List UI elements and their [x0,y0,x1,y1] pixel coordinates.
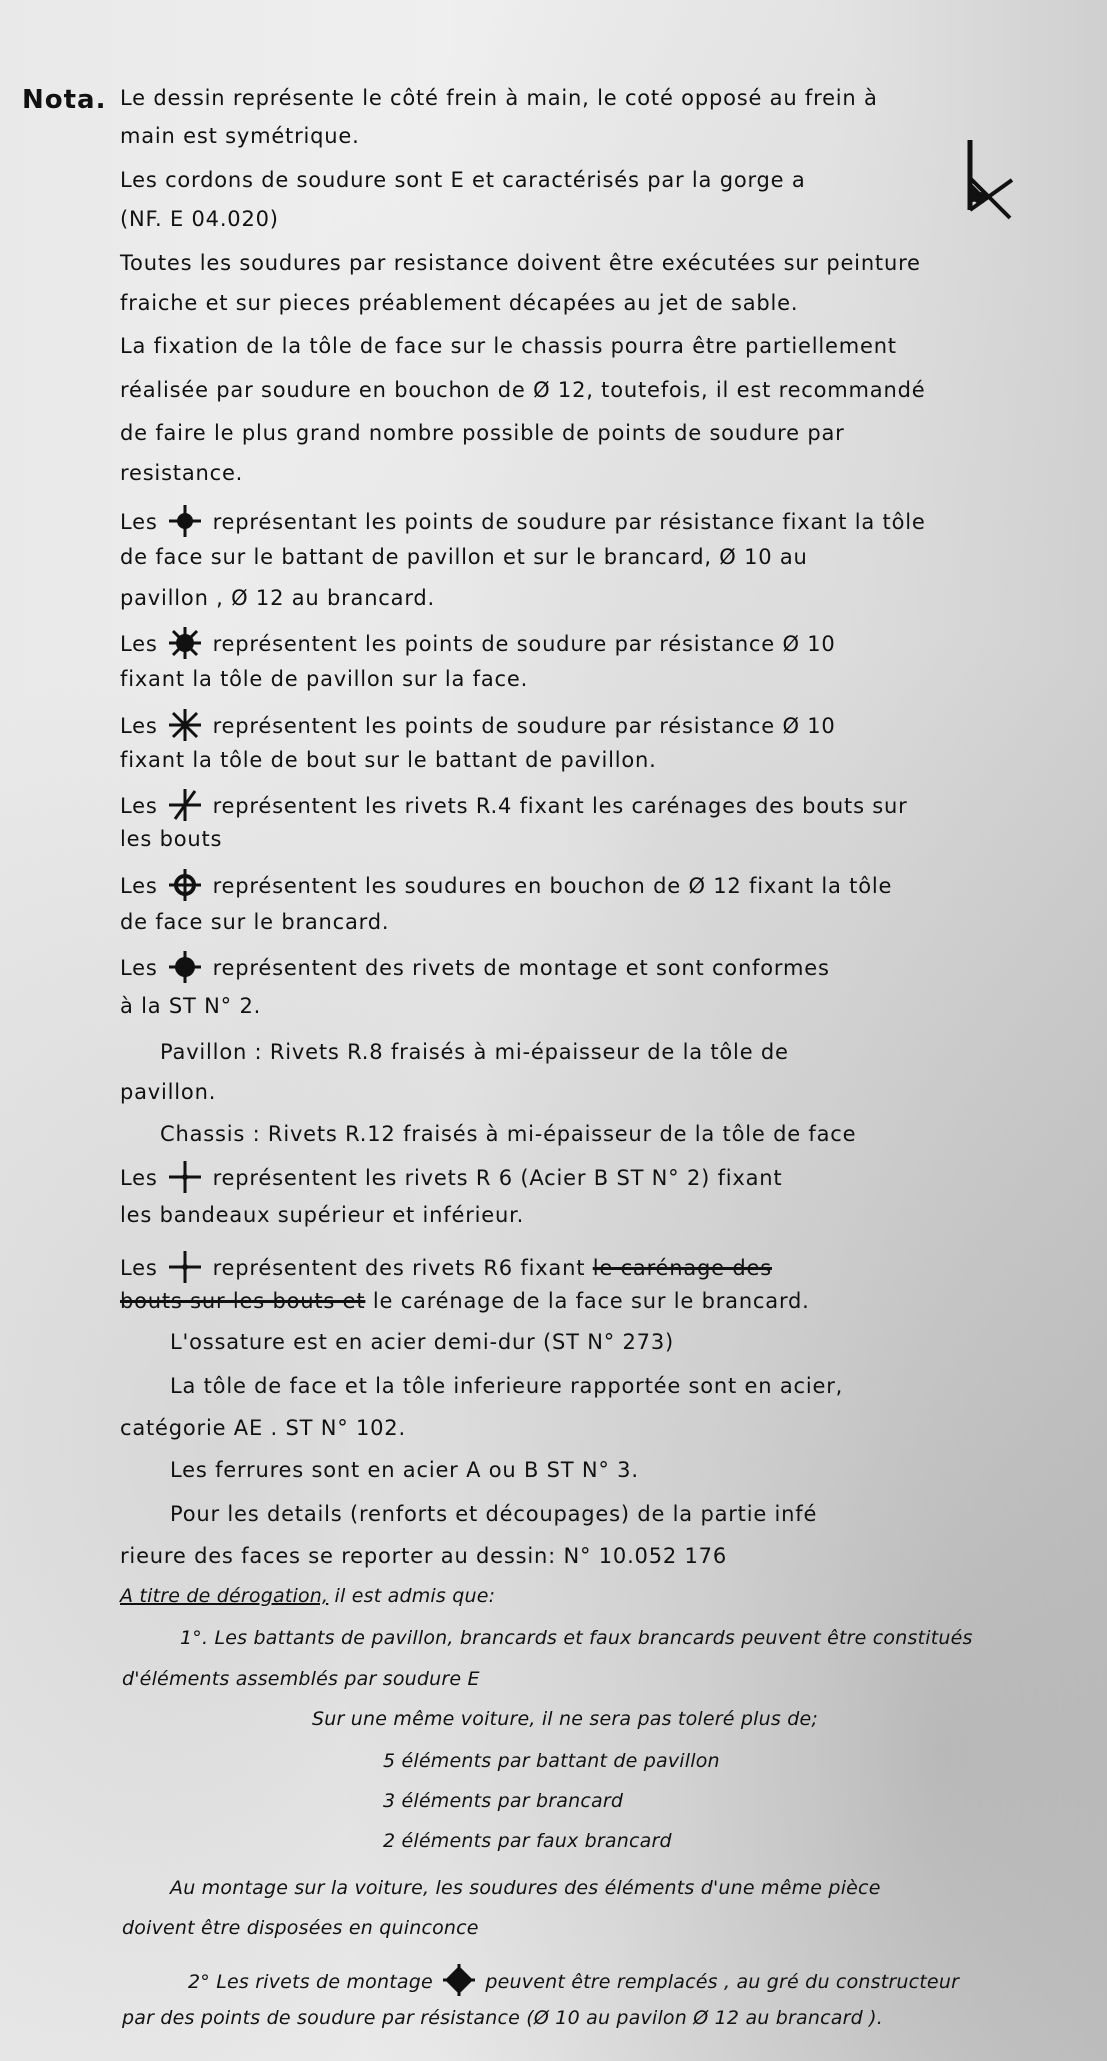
note-line-34: Les ferrures sont en acier A ou B ST N° 3. [170,1458,639,1482]
line-29-text: représentent des rivets R6 fixant [212,1256,586,1280]
line-20-lead: Les [120,874,158,898]
note-line-08: réalisée par soudure en bouchon de Ø 12, toutefois, il est recommandé [120,378,926,402]
note-line-30 [120,1289,810,1313]
note-line-45: doivent être disposées en quinconce [122,1917,479,1939]
note-line-11 [120,504,926,538]
note-line-43: 2 éléments par faux brancard [383,1830,672,1852]
note-line-01: Le dessin représente le côté frein à main, le coté opposé au frein à [120,86,878,110]
note-line-40: Sur une même voiture, il ne sera pas toleré plus de; [312,1708,818,1730]
line-16-text: représentent les points de soudure par résistance Ø 10 [212,714,836,738]
line-46-text: peuvent être remplacés , au gré du constructeur [485,1971,960,1993]
note-line-09: de faire le plus grand nombre possible de points de soudure par [120,421,845,445]
note-line-03: Les cordons de soudure sont E et caractérisés par la gorge a [120,168,806,192]
line-18-text: représentent les rivets R.4 fixant les carénages des bouts sur [212,794,908,818]
note-line-41: 5 éléments par battant de pavillon [383,1750,720,1772]
note-line-38: 1°. Les battants de pavillon, brancards et faux brancards peuvent être constitués [180,1627,973,1649]
crossed-rivet-r4-icon [168,788,202,822]
note-line-42: 3 éléments par brancard [383,1790,624,1812]
note-line-44: Au montage sur la voiture, les soudures des éléments d'une même pièce [170,1877,881,1899]
note-line-26: Chassis : Rivets R.12 fraisés à mi-épaisseur de la tôle de face [160,1122,857,1146]
line-11-lead: Les [120,510,158,534]
note-line-27 [120,1160,782,1194]
line-16-lead: Les [120,714,158,738]
plug-weld-circle-icon [168,868,202,902]
cross-rivet-icon [168,1160,202,1194]
note-line-07: La fixation de la tôle de face sur le chassis pourra être partiellement [120,334,897,358]
line-37-text: il est admis que: [334,1585,496,1607]
nota-label: Nota. [22,85,107,115]
note-line-15: fixant la tôle de pavillon sur la face. [120,667,529,691]
line-27-lead: Les [120,1166,158,1190]
line-29-struck-text: le carénage des [592,1256,772,1280]
line-27-text: représentent les rivets R 6 (Acier B ST N° 2) fixant [212,1166,783,1190]
filled-circle-rivet-icon [168,950,202,984]
note-line-05: Toutes les soudures par resistance doivent être exécutées sur peinture [120,251,921,275]
line-22-lead: Les [120,956,158,980]
line-22-text: représentent des rivets de montage et sont conformes [212,956,830,980]
filled-star-weld-point-icon [168,626,202,660]
cross-rivet-icon [168,1250,202,1284]
note-line-31: L'ossature est en acier demi-dur (ST N° 273) [170,1330,674,1354]
note-line-20 [120,868,892,902]
note-line-32: La tôle de face et la tôle inferieure rapportée sont en acier, [170,1374,844,1398]
note-line-29 [120,1250,772,1284]
note-line-25: pavillon. [120,1080,217,1104]
note-line-06: fraiche et sur pieces préablement décapées au jet de sable. [120,291,799,315]
note-line-24: Pavillon : Rivets R.8 fraisés à mi-épaisseur de la tôle de [160,1040,789,1064]
note-line-16 [120,708,836,742]
derogation-heading: A titre de dérogation, [120,1585,329,1607]
note-line-35: Pour les details (renforts et découpages) de la partie infé [170,1502,818,1526]
note-line-10: resistance. [120,461,244,485]
note-line-21: de face sur le brancard. [120,910,390,934]
line-18-lead: Les [120,794,158,818]
line-30-text: le carénage de la face sur le brancard. [372,1289,810,1313]
note-line-47: par des points de soudure par résistance (Ø 10 au pavilon Ø 12 au brancard ). [122,2007,883,2029]
asterisk-weld-point-icon [168,708,202,742]
line-14-lead: Les [120,632,158,656]
note-line-19: les bouts [120,827,223,851]
note-line-33: catégorie AE . ST N° 102. [120,1416,406,1440]
filled-circle-rivet-icon [442,1963,476,1997]
note-line-23: à la ST N° 2. [120,994,262,1018]
note-line-14 [120,626,836,660]
note-line-39: d'éléments assemblés par soudure E [122,1668,480,1690]
note-line-46 [188,1963,959,1997]
line-30-struck-text: bouts sur les bouts et [120,1289,366,1313]
line-11-text: représentant les points de soudure par résistance fixant la tôle [212,510,926,534]
note-line-13: pavillon , Ø 12 au brancard. [120,586,435,610]
note-line-36: rieure des faces se reporter au dessin: N° 10.052 176 [120,1544,727,1568]
note-line-18 [120,788,908,822]
line-14-text: représentent les points de soudure par résistance Ø 10 [212,632,836,656]
note-line-02: main est symétrique. [120,124,360,148]
fillet-weld-symbol-icon [960,140,1020,230]
note-line-22 [120,950,830,984]
note-line-17: fixant la tôle de bout sur le battant de pavillon. [120,748,657,772]
line-20-text: représentent les soudures en bouchon de Ø 12 fixant la tôle [212,874,893,898]
line-29-lead: Les [120,1256,158,1280]
line-46-lead: 2° Les rivets de montage [188,1971,433,1993]
note-line-28: les bandeaux supérieur et inférieur. [120,1203,525,1227]
note-line-12: de face sur le battant de pavillon et sur le brancard, Ø 10 au [120,545,808,569]
cross-circle-resistance-weld-icon [168,504,202,538]
note-line-04: (NF. E 04.020) [120,207,279,231]
note-line-37 [120,1585,495,1607]
